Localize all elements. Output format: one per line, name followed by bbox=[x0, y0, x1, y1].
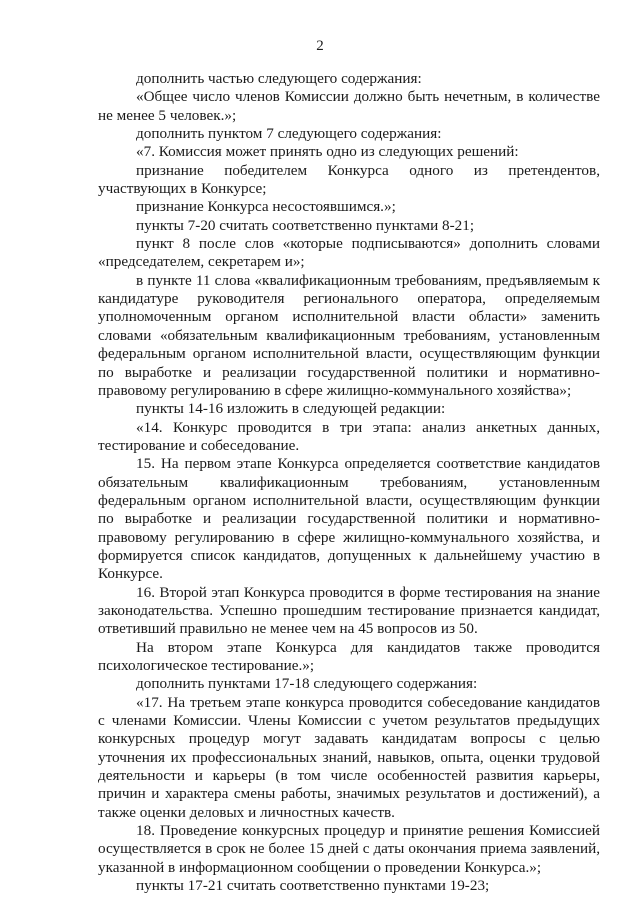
paragraph: пункт 8 после слов «которые подписываются» дополнить словами «председателем, секретарем и»; bbox=[98, 235, 600, 271]
paragraph: «14. Конкурс проводится в три этапа: анализ анкетных данных, тестирование и собеседование. bbox=[98, 418, 600, 454]
paragraph: в пункте 11 слова «квалификационным требованиям, предъявляемым к кандидатуре руководителя регионального оператора, определяемым уполномоченным органом исполнительной власти области» заменить словами «обязательным квалификационным требованиям, установленным федеральным органом исполнительной власти, осуществляющим функции по выработке и реализации государственной политики и нормативно-правовому регулированию в сфере жилищно-коммунального хозяйства»; bbox=[98, 271, 600, 399]
document-body bbox=[98, 70, 600, 895]
paragraph: пункты 14-16 изложить в следующей редакции: bbox=[136, 400, 446, 418]
paragraph: признание победителем Конкурса одного из претендентов, участвующих в Конкурсе; bbox=[98, 161, 600, 198]
paragraph: дополнить пунктом 7 следующего содержания: bbox=[136, 125, 442, 143]
paragraph: «17. На третьем этапе конкурса проводится собеседование кандидатов с членами Комиссии. Члены Комиссии с учетом результатов предыдущих конкурсных процедур могут задавать кандидатам вопросы с целью уточнения их профессиональных знаний, навыков, опыта, оценки трудовой деятельности и карьеры (в том числе особенностей развития карьеры, причин и характера смены работы, значимых результатов и достижений), а также оценки деловых и личностных качеств. bbox=[98, 693, 600, 821]
paragraph: На втором этапе Конкурса для кандидатов также проводится психологическое тестирование.»; bbox=[98, 638, 600, 674]
paragraph: пункты 7-20 считать соответственно пунктами 8-21; bbox=[136, 216, 475, 234]
paragraph: 16. Второй этап Конкурса проводится в форме тестирования на знание законодательства. Успешно прошедшим тестирование признается кандидат, ответивший правильно не менее чем на 45 вопросов из 50. bbox=[98, 583, 600, 638]
paragraph: признание Конкурса несостоявшимся.»; bbox=[136, 198, 396, 216]
paragraph: «Общее число членов Комиссии должно быть нечетным, в количестве не менее 5 человек.»; bbox=[98, 88, 600, 124]
paragraph: 15. На первом этапе Конкурса определяется соответствие кандидатов обязательным квалификационным требованиям, установленным федеральным органом исполнительной власти, осуществляющим функции по выработке и реализации государственной политики и нормативно-правовому регулированию в сфере жилищно-коммунального хозяйства, и формируется список кандидатов, допущенных к дальнейшему участию в Конкурсе. bbox=[98, 455, 600, 583]
paragraph: пункты 17-21 считать соответственно пунктами 19-23; bbox=[136, 877, 490, 895]
paragraph: дополнить частью следующего содержания: bbox=[136, 70, 422, 87]
paragraph: дополнить пунктами 17-18 следующего содержания: bbox=[136, 675, 478, 693]
paragraph: 18. Проведение конкурсных процедур и принятие решения Комиссией осуществляется в срок не более 15 дней с даты окончания приема заявлений, указанной в информационном сообщении о проведении Конкурса.»; bbox=[98, 822, 600, 876]
page-number: 2 bbox=[316, 38, 324, 54]
paragraph: «7. Комиссия может принять одно из следующих решений: bbox=[136, 143, 519, 161]
